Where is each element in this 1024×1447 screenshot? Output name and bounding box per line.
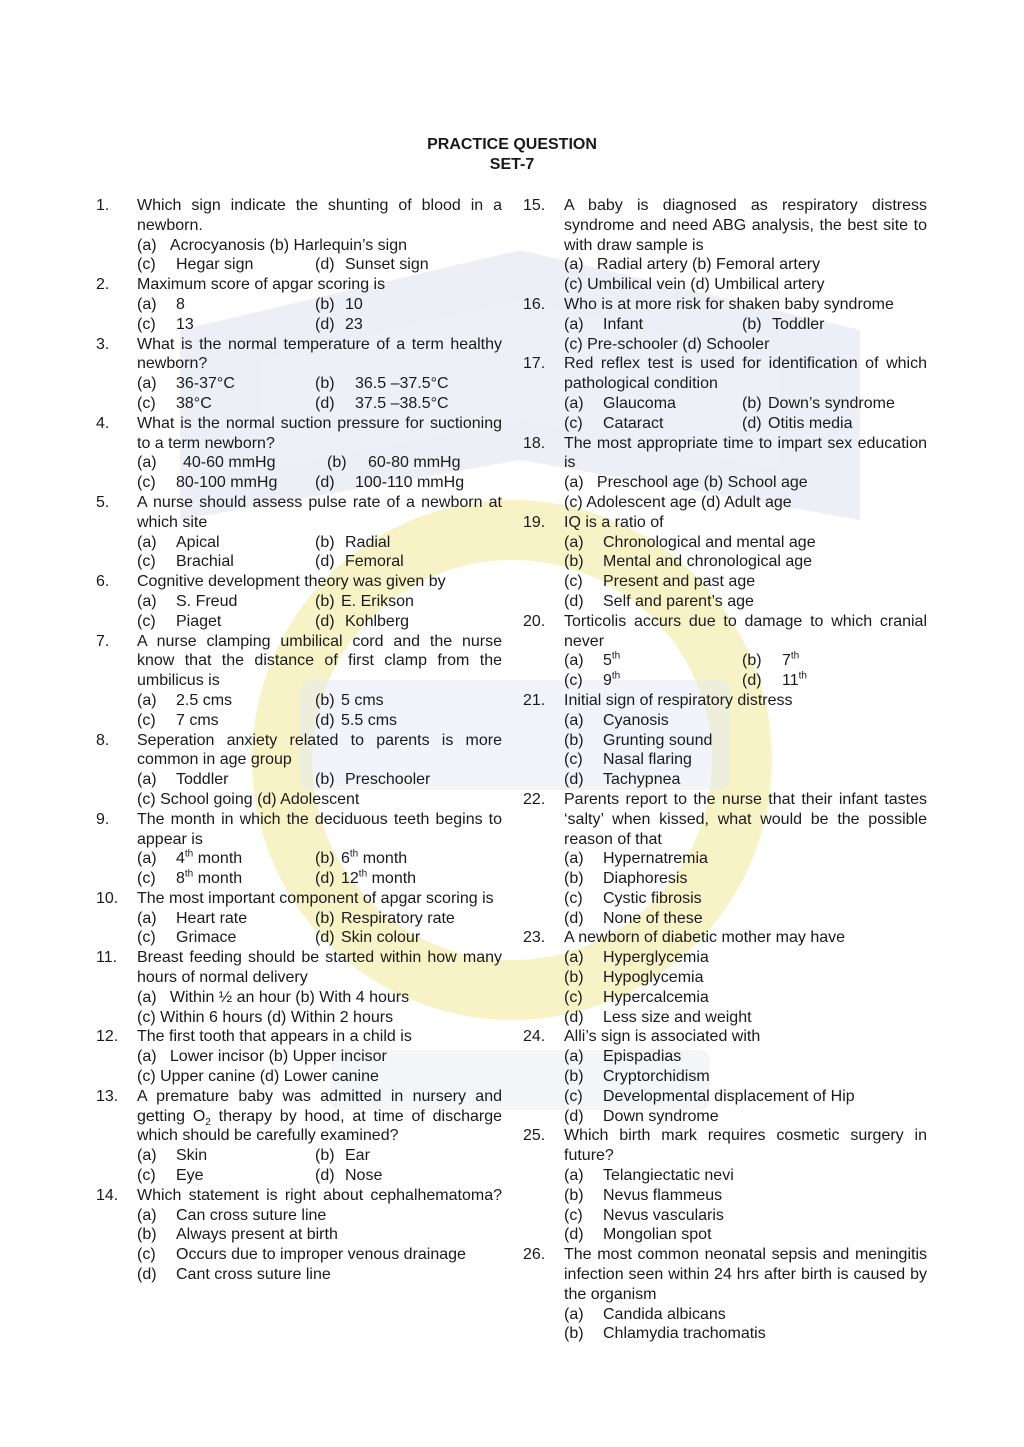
option-label: (d): [315, 394, 335, 412]
option-text: Brachial: [176, 553, 234, 571]
question-number: 1.: [96, 197, 110, 214]
question-stem: A nurse should assess pulse rate of a newborn at which site: [137, 493, 502, 531]
option-label: (c): [564, 414, 583, 432]
options-line: (c) Adolescent age (d) Adult age: [564, 493, 792, 511]
question-number: 12.: [96, 1028, 119, 1046]
question-6: [96, 572, 502, 631]
options-row: [564, 315, 927, 335]
options-row: [137, 869, 502, 889]
question-stem: Breast feeding should be started within how many hours of normal delivery: [137, 949, 502, 987]
options-row: [137, 849, 502, 869]
option-text: Respiratory rate: [341, 909, 455, 927]
question-number: 26.: [523, 1246, 546, 1264]
question-14: [96, 1186, 502, 1285]
option-text: Femoral: [345, 553, 404, 571]
option-text: Kohlberg: [345, 612, 410, 630]
question-stem: Which birth mark requires cosmetic surgery in future?: [564, 1127, 927, 1165]
option-text: 36.5 –37.5°C: [355, 375, 449, 393]
options-line: (a) Lower incisor (b) Upper incisor: [137, 1048, 387, 1066]
question-number: 13.: [96, 1087, 119, 1105]
option-label: (b): [327, 454, 347, 472]
options-row: [137, 453, 502, 473]
option-label: (b): [742, 315, 762, 333]
question-17: [523, 354, 927, 433]
option-label: (b): [315, 850, 335, 868]
question-number: 19.: [523, 513, 546, 531]
question-22: [523, 790, 927, 929]
option: (c) Developmental displacement of Hip: [564, 1087, 855, 1105]
option-label: (a): [137, 691, 157, 709]
option: (d) Self and parent’s age: [564, 592, 754, 610]
options-line: (a) Within ½ an hour (b) With 4 hours: [137, 988, 410, 1006]
option: (c) Nevus vascularis: [564, 1206, 724, 1224]
option-label: (c): [137, 870, 156, 888]
question-13: [96, 1087, 502, 1186]
option-text: 40-60 mmHg: [183, 454, 276, 472]
option-text: 13: [176, 315, 194, 333]
option-label: (d): [315, 870, 335, 888]
option: (c) Occurs due to improper venous drainage: [137, 1246, 466, 1264]
option-text: E. Erikson: [341, 592, 414, 610]
option-text: Ear: [345, 1147, 370, 1165]
option: (d) Mongolian spot: [564, 1226, 712, 1244]
options-row: [137, 255, 502, 275]
option-label: (b): [315, 909, 335, 927]
question-number: 23.: [523, 929, 546, 947]
option-label: (b): [315, 691, 335, 709]
options-row: [137, 711, 502, 731]
question-number: 22.: [523, 790, 546, 808]
option-label: (a): [137, 1147, 157, 1165]
option: (d) Down syndrome: [564, 1107, 719, 1125]
question-number: 3.: [96, 335, 110, 353]
option-text: 80-100 mmHg: [176, 474, 278, 492]
option-label: (b): [742, 394, 762, 412]
options-row: [137, 612, 502, 632]
options-row: [564, 651, 927, 671]
option-label: (b): [315, 771, 335, 789]
option: (b) Mental and chronological age: [564, 553, 813, 571]
option-label: (a): [137, 771, 157, 789]
option-text: 5 cms: [341, 691, 384, 709]
option-label: (b): [315, 533, 335, 551]
question-25: [523, 1126, 927, 1245]
option-text: 9th: [603, 670, 621, 690]
question-stem: A baby is diagnosed as respiratory distress syndrome and need ABG analysis, the best site to with draw sample is: [564, 197, 927, 254]
option: (a) Hyperglycemia: [564, 949, 709, 967]
option-text: Hegar sign: [176, 256, 254, 274]
option: (a) Telangiectatic nevi: [564, 1167, 734, 1185]
question-10: [96, 889, 502, 948]
question-number: 18.: [523, 434, 546, 452]
question-stem: Which statement is right about cephalhematoma?: [137, 1186, 502, 1204]
options-row: [564, 671, 927, 691]
option-text: Skin: [176, 1147, 208, 1165]
question-number: 20.: [523, 612, 546, 630]
option: (b) Always present at birth: [137, 1226, 338, 1244]
option-label: (a): [137, 375, 157, 393]
question-number: 8.: [96, 731, 110, 749]
options-row: [137, 592, 502, 612]
option-text: 5th: [603, 651, 621, 670]
option-text: Skin colour: [341, 929, 421, 947]
question-number: 16.: [523, 295, 546, 313]
question-number: 10.: [96, 889, 119, 907]
option: (a) Cyanosis: [564, 711, 669, 729]
question-stem: Which sign indicate the shunting of blood in a newborn.: [137, 197, 502, 234]
option-label: (c): [137, 612, 156, 630]
option-label: (d): [315, 612, 335, 630]
question-stem: What is the normal suction pressure for suctioning to a term newborn?: [137, 414, 502, 452]
option-text: 36-37°C: [176, 375, 235, 393]
question-26: [523, 1245, 927, 1344]
option-label: (d): [315, 711, 335, 729]
set-label: SET-7: [489, 156, 535, 173]
option-label: (d): [315, 256, 335, 274]
option-text: Infant: [603, 315, 644, 333]
question-number: 11.: [96, 949, 118, 967]
question-stem: A premature baby was admitted in nursery and getting $O_2$ therapy by hood, at time of discharge which should be carefully examined?: [137, 1087, 502, 1145]
option: (d) Tachypnea: [564, 771, 681, 789]
option-text: S. Freud: [176, 592, 238, 610]
options-row: [137, 770, 502, 790]
question-12: [96, 1027, 502, 1086]
options-row: [137, 691, 502, 711]
options-line: (c) Umbilical vein (d) Umbilical artery: [564, 276, 825, 294]
option-text: 8: [176, 295, 185, 313]
options-line: (c) Pre-schooler (d) Schooler: [564, 335, 770, 353]
option-label: (c): [137, 929, 156, 947]
option-label: (c): [137, 1167, 156, 1185]
option: (c) Nasal flaring: [564, 751, 692, 769]
option-text: Glaucoma: [603, 394, 676, 412]
option-label: (a): [564, 315, 584, 333]
option: (c) Cystic fibrosis: [564, 889, 702, 907]
option-text: Piaget: [176, 612, 222, 630]
question-stem: The most important component of apgar scoring is: [137, 889, 494, 907]
option-text: Heart rate: [176, 909, 248, 927]
options-line: (c) School going (d) Adolescent: [137, 790, 360, 808]
option-text: Radial: [345, 533, 391, 551]
question-number: 15.: [523, 197, 546, 214]
question-stem: The month in which the deciduous teeth begins to appear is: [137, 810, 502, 848]
option-text: Sunset sign: [345, 256, 429, 274]
question-stem: Torticolis accurs due to damage to which cranial never: [564, 612, 927, 650]
question-stem: The most common neonatal sepsis and meningitis infection seen within 24 hrs after birth is caused by the organism: [564, 1246, 927, 1303]
option: (b) Nevus flammeus: [564, 1186, 723, 1204]
options-line: (a) Radial artery (b) Femoral artery: [564, 256, 821, 274]
question-2: [96, 275, 502, 334]
option-label: (b): [315, 592, 335, 610]
option-label: (c): [564, 672, 583, 690]
option-label: (c): [137, 315, 156, 333]
options-row: [137, 295, 502, 315]
options-row: [137, 928, 502, 948]
options-row: [137, 374, 502, 394]
option-text: 7 cms: [176, 711, 219, 729]
question-number: 9.: [96, 810, 110, 828]
question-stem: Parents report to the nurse that their infant tastes ‘salty’ when kissed, what would be the possible reason of that: [564, 790, 927, 848]
question-15: [523, 196, 927, 295]
option: (a) Hypernatremia: [564, 850, 708, 868]
option: (b) Chlamydia trachomatis: [564, 1325, 766, 1343]
option-label: (d): [742, 672, 762, 690]
question-number: 14.: [96, 1186, 119, 1204]
option-text: Cataract: [603, 414, 664, 432]
question-stem: Cognitive development theory was given by: [137, 573, 446, 591]
option-label: (c): [137, 553, 156, 571]
options-row: [137, 315, 502, 335]
option-label: (a): [137, 454, 157, 472]
question-stem: The most appropriate time to impart sex education is: [564, 434, 927, 472]
option-label: (c): [137, 711, 156, 729]
option: (a) Chronological and mental age: [564, 533, 816, 551]
option: (b) Hypoglycemia: [564, 969, 704, 987]
option: (d) None of these: [564, 909, 703, 927]
option-text: Nose: [345, 1167, 383, 1185]
option-label: (a): [137, 909, 157, 927]
question-16: [523, 295, 927, 354]
question-20: [523, 612, 927, 691]
question-21: [523, 691, 927, 790]
option-label: (c): [137, 474, 156, 492]
option-label: (d): [742, 414, 762, 432]
option-text: 7th: [782, 651, 800, 670]
option-label: (a): [564, 652, 584, 670]
options-line: (a) Preschool age (b) School age: [564, 474, 808, 492]
option-text: 6th month: [341, 848, 408, 868]
question-number: 4.: [96, 414, 110, 432]
question-stem: Seperation anxiety related to parents is more common in age group: [137, 731, 502, 769]
option-label: (d): [315, 474, 335, 492]
question-number: 2.: [96, 276, 110, 294]
option-label: (c): [137, 394, 156, 412]
option: (d) Less size and weight: [564, 1008, 752, 1026]
option: (b) Diaphoresis: [564, 870, 688, 888]
options-row: [564, 414, 927, 434]
option-label: (c): [137, 256, 156, 274]
option: (d) Cant cross suture line: [137, 1266, 331, 1284]
question-number: 5.: [96, 493, 110, 511]
option: (c) Hypercalcemia: [564, 988, 709, 1006]
option-text: 12th month: [341, 868, 417, 888]
options-row: [564, 394, 927, 414]
option: (b) Grunting sound: [564, 731, 713, 749]
question-1: [96, 196, 502, 275]
question-number: 17.: [523, 355, 546, 373]
option-label: (d): [315, 1167, 335, 1185]
question-stem: A newborn of diabetic mother may have: [564, 929, 846, 947]
option: (a) Candida albicans: [564, 1305, 726, 1323]
question-number: 25.: [523, 1127, 546, 1145]
question-18: [523, 434, 927, 513]
option-label: (d): [315, 315, 335, 333]
option-text: 60-80 mmHg: [368, 454, 461, 472]
option-text: 2.5 cms: [176, 691, 233, 709]
option-label: (a): [137, 592, 157, 610]
question-number: 24.: [523, 1028, 546, 1046]
option-label: (b): [315, 375, 335, 393]
options-row: [137, 1146, 502, 1166]
option-label: (b): [315, 295, 335, 313]
question-9: [96, 810, 502, 889]
question-7: [96, 632, 502, 731]
question-11: [96, 948, 502, 1027]
options-line: (c) Within 6 hours (d) Within 2 hours: [137, 1008, 394, 1026]
option-text: Apical: [176, 533, 220, 551]
options-line: (c) Upper canine (d) Lower canine: [137, 1068, 379, 1086]
option-text: Grimace: [176, 929, 237, 947]
question-stem: What is the normal temperature of a term healthy newborn?: [137, 335, 502, 373]
option: (a) Can cross suture line: [137, 1206, 327, 1224]
option-text: 11th: [782, 670, 807, 690]
option: (c) Present and past age: [564, 573, 756, 591]
options-line: (a) Acrocyanosis (b) Harlequin’s sign: [137, 236, 408, 254]
question-number: 21.: [523, 691, 546, 709]
option-text: 10: [345, 295, 363, 313]
question-stem: The first tooth that appears in a child is: [137, 1028, 412, 1046]
option-text: 37.5 –38.5°C: [355, 394, 449, 412]
options-row: [137, 473, 502, 493]
question-19: [523, 513, 927, 612]
option-text: 100-110 mmHg: [355, 474, 465, 492]
question-23: [523, 928, 927, 1027]
question-number: 6.: [96, 573, 110, 591]
option-text: 8th month: [176, 868, 243, 888]
option-label: (d): [315, 553, 335, 571]
options-row: [137, 394, 502, 414]
options-row: [137, 552, 502, 572]
option-text: Toddler: [772, 315, 825, 333]
option-label: (a): [137, 295, 157, 313]
options-row: [137, 533, 502, 553]
option-label: (b): [315, 1147, 335, 1165]
question-stem: Who is at more risk for shaken baby syndrome: [564, 295, 894, 313]
option: (b) Cryptorchidism: [564, 1068, 710, 1086]
question-stem: Alli’s sign is associated with: [564, 1028, 761, 1046]
question-5: [96, 493, 502, 572]
question-stem: A nurse clamping umbilical cord and the nurse know that the distance of first clamp from the umbilicus is: [137, 632, 502, 690]
option-label: (a): [137, 533, 157, 551]
option-label: (a): [137, 850, 157, 868]
option-text: 4th month: [176, 848, 243, 868]
option-text: Toddler: [176, 771, 229, 789]
right-column: [523, 196, 927, 1344]
option-label: (b): [742, 652, 762, 670]
question-stem: Maximum score of apgar scoring is: [137, 276, 386, 294]
option-text: 5.5 cms: [341, 711, 398, 729]
option-text: Preschooler: [345, 771, 431, 789]
question-stem: IQ is a ratio of: [564, 513, 664, 531]
page-title: PRACTICE QUESTION: [427, 136, 597, 153]
question-4: [96, 414, 502, 493]
question-24: [523, 1027, 927, 1126]
option: (a) Epispadias: [564, 1048, 682, 1066]
options-row: [137, 1166, 502, 1186]
question-stem: Red reflex test is used for identification of which pathological condition: [564, 355, 927, 393]
question-3: [96, 335, 502, 414]
option-text: Down’s syndrome: [768, 394, 895, 412]
option-text: Eye: [176, 1167, 204, 1185]
option-text: 38°C: [176, 394, 212, 412]
options-row: [137, 909, 502, 929]
left-column: [96, 196, 502, 1285]
question-number: 7.: [96, 632, 110, 650]
option-text: 23: [345, 315, 363, 333]
option-label: (d): [315, 929, 335, 947]
question-stem: Initial sign of respiratory distress: [564, 691, 793, 709]
option-text: Otitis media: [768, 414, 853, 432]
question-8: [96, 731, 502, 810]
option-label: (a): [564, 394, 584, 412]
